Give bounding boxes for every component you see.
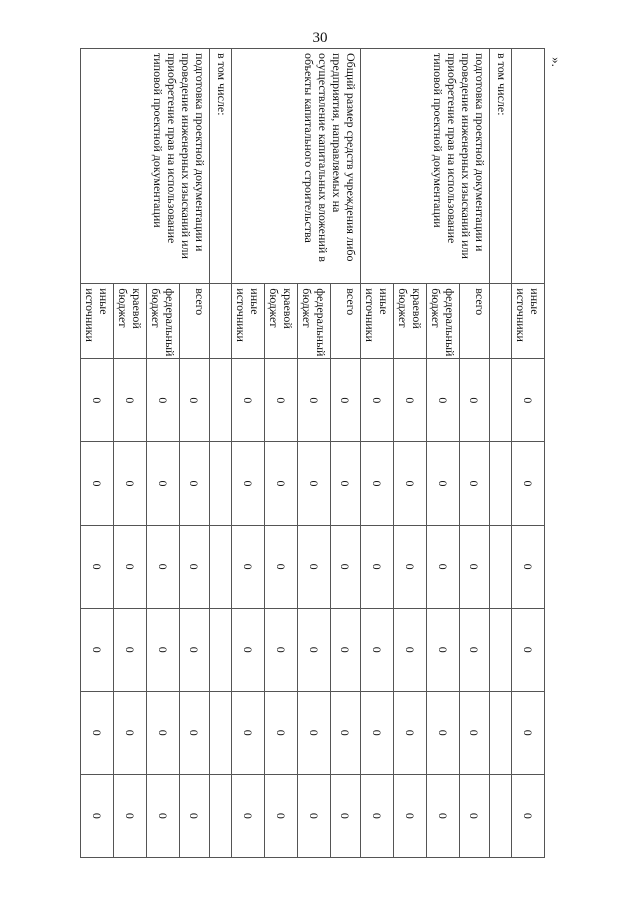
row-label-cell	[512, 49, 545, 284]
value-cell: 0	[147, 691, 180, 774]
value-cell: 0	[180, 359, 210, 442]
value-cell: 0	[147, 525, 180, 608]
row-label-cell: подготовка проектной документации и проведение инженерных изысканий или приобретение прав на использование типовой проектной документации	[361, 49, 490, 284]
value-cell: 0	[512, 774, 545, 857]
value-cell: 0	[114, 359, 147, 442]
value-cell: 0	[331, 691, 361, 774]
value-cell: 0	[331, 774, 361, 857]
funding-source-cell: всего	[180, 284, 210, 359]
value-cell: 0	[512, 359, 545, 442]
value-cell: 0	[298, 442, 331, 525]
value-cell: 0	[512, 525, 545, 608]
value-cell: 0	[427, 359, 460, 442]
row-label-cell: Общий размер средств учреждения либо предприятия, направляемых на осуществление капитальных вложений в объекты капитального строительства	[232, 49, 361, 284]
value-cell: 0	[81, 442, 114, 525]
funding-source-cell: федеральный бюджет	[298, 284, 331, 359]
value-cell: 0	[232, 608, 265, 691]
value-cell: 0	[81, 525, 114, 608]
value-cell	[490, 442, 512, 525]
value-cell: 0	[460, 359, 490, 442]
value-cell: 0	[427, 525, 460, 608]
value-cell: 0	[331, 359, 361, 442]
table-body	[81, 49, 545, 858]
value-cell: 0	[232, 525, 265, 608]
value-cell: 0	[81, 774, 114, 857]
value-cell: 0	[361, 691, 394, 774]
value-cell: 0	[394, 359, 427, 442]
value-cell: 0	[147, 359, 180, 442]
value-cell: 0	[427, 608, 460, 691]
value-cell: 0	[114, 442, 147, 525]
value-cell	[210, 442, 232, 525]
value-cell: 0	[265, 774, 298, 857]
table-row	[331, 49, 361, 858]
value-cell: 0	[81, 359, 114, 442]
funding-source-cell: иные источники	[361, 284, 394, 359]
value-cell: 0	[460, 525, 490, 608]
row-label-cell: подготовка проектной документации и проведение инженерных изысканий или приобретение прав на использование типовой проектной документации	[81, 49, 210, 284]
value-cell: 0	[232, 774, 265, 857]
value-cell: 0	[460, 774, 490, 857]
value-cell: 0	[147, 442, 180, 525]
value-cell	[490, 608, 512, 691]
value-cell	[210, 774, 232, 857]
value-cell: 0	[331, 525, 361, 608]
value-cell: 0	[331, 608, 361, 691]
table-row	[210, 49, 232, 858]
table-frame	[83, 48, 545, 858]
value-cell: 0	[394, 774, 427, 857]
table-row	[180, 49, 210, 858]
value-cell: 0	[361, 525, 394, 608]
funding-source-cell: федеральный бюджет	[147, 284, 180, 359]
value-cell: 0	[180, 442, 210, 525]
value-cell: 0	[361, 359, 394, 442]
value-cell: 0	[81, 691, 114, 774]
value-cell	[490, 525, 512, 608]
value-cell: 0	[298, 774, 331, 857]
value-cell: 0	[180, 691, 210, 774]
row-label-cell: в том числе:	[490, 49, 512, 284]
closing-quote-mark: ».	[548, 57, 564, 67]
value-cell: 0	[361, 608, 394, 691]
value-cell: 0	[394, 442, 427, 525]
value-cell: 0	[114, 608, 147, 691]
value-cell: 0	[114, 691, 147, 774]
funding-source-cell: краевой бюджет	[265, 284, 298, 359]
value-cell	[210, 691, 232, 774]
value-cell	[490, 691, 512, 774]
value-cell: 0	[394, 608, 427, 691]
value-cell: 0	[265, 359, 298, 442]
funding-source-cell	[490, 284, 512, 359]
value-cell: 0	[180, 525, 210, 608]
value-cell: 0	[298, 691, 331, 774]
funding-source-cell: всего	[331, 284, 361, 359]
value-cell: 0	[265, 691, 298, 774]
value-cell	[210, 608, 232, 691]
value-cell	[490, 774, 512, 857]
value-cell: 0	[81, 608, 114, 691]
funding-source-cell: всего	[460, 284, 490, 359]
table-row	[490, 49, 512, 858]
value-cell	[210, 359, 232, 442]
value-cell: 0	[114, 525, 147, 608]
value-cell: 0	[460, 442, 490, 525]
value-cell: 0	[298, 359, 331, 442]
table-row	[512, 49, 545, 858]
value-cell: 0	[361, 774, 394, 857]
value-cell: 0	[232, 359, 265, 442]
page-number: 30	[312, 30, 328, 46]
value-cell: 0	[298, 525, 331, 608]
value-cell: 0	[180, 774, 210, 857]
value-cell: 0	[512, 691, 545, 774]
funding-source-cell: краевой бюджет	[114, 284, 147, 359]
value-cell: 0	[298, 608, 331, 691]
value-cell: 0	[265, 608, 298, 691]
value-cell: 0	[427, 691, 460, 774]
value-cell	[490, 359, 512, 442]
value-cell: 0	[394, 691, 427, 774]
funding-source-cell: краевой бюджет	[394, 284, 427, 359]
value-cell: 0	[265, 442, 298, 525]
funding-source-cell: иные источники	[232, 284, 265, 359]
value-cell: 0	[427, 774, 460, 857]
value-cell: 0	[331, 442, 361, 525]
value-cell: 0	[232, 442, 265, 525]
value-cell: 0	[427, 442, 460, 525]
funding-table	[80, 48, 545, 858]
value-cell: 0	[147, 774, 180, 857]
funding-source-cell: иные источники	[512, 284, 545, 359]
value-cell	[210, 525, 232, 608]
value-cell: 0	[265, 525, 298, 608]
funding-source-cell	[210, 284, 232, 359]
value-cell: 0	[232, 691, 265, 774]
funding-source-cell: федеральный бюджет	[427, 284, 460, 359]
funding-source-cell: иные источники	[81, 284, 114, 359]
rotated-table-container	[83, 48, 545, 858]
value-cell: 0	[147, 608, 180, 691]
value-cell: 0	[512, 442, 545, 525]
value-cell: 0	[361, 442, 394, 525]
value-cell: 0	[460, 691, 490, 774]
value-cell: 0	[512, 608, 545, 691]
table-row	[460, 49, 490, 858]
row-label-cell: в том числе:	[210, 49, 232, 284]
value-cell: 0	[394, 525, 427, 608]
value-cell: 0	[180, 608, 210, 691]
value-cell: 0	[114, 774, 147, 857]
value-cell: 0	[460, 608, 490, 691]
